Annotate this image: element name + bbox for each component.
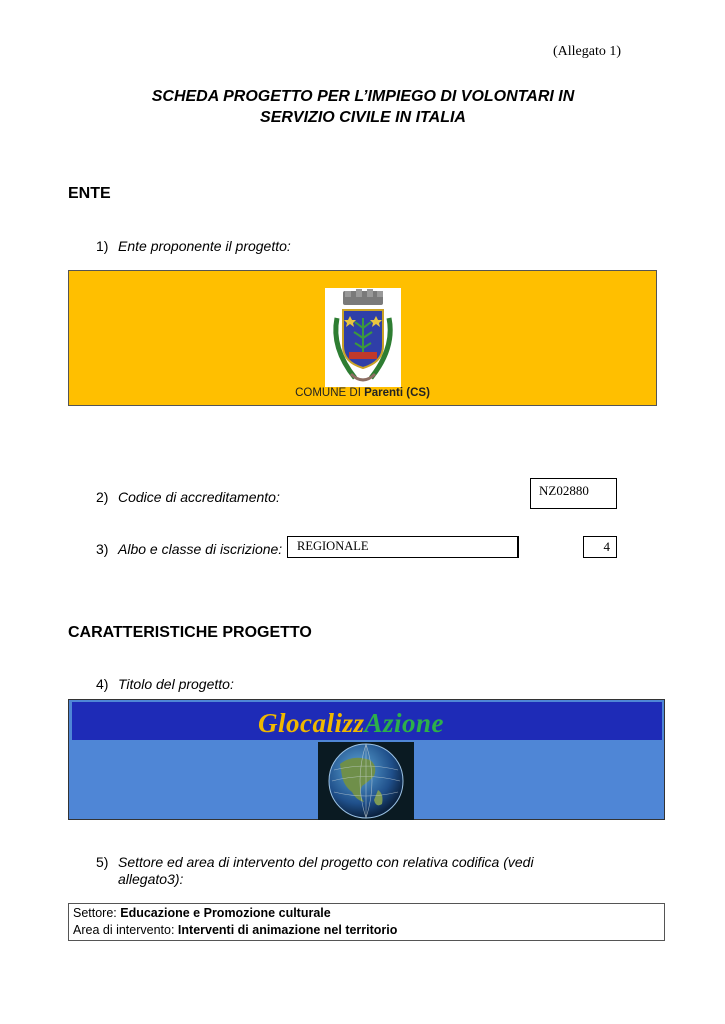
settore-value: Educazione e Promozione culturale bbox=[120, 906, 331, 920]
comune-caption bbox=[69, 387, 656, 399]
project-title-logo bbox=[258, 708, 444, 739]
page-title-line1: SCHEDA PROGETTO PER L’IMPIEGO DI VOLONTARI IN bbox=[151, 88, 575, 105]
question-4 bbox=[96, 676, 234, 692]
globe-icon bbox=[318, 742, 414, 820]
project-title-part2: Azione bbox=[364, 708, 445, 738]
codice-accreditamento-field: NZ02880 bbox=[530, 478, 617, 509]
question-3 bbox=[96, 541, 282, 557]
section-heading-ente: ENTE bbox=[68, 185, 111, 202]
classe-field: 4 bbox=[583, 536, 617, 558]
question-4-text: Titolo del progetto: bbox=[118, 676, 234, 692]
titolo-banner bbox=[72, 702, 662, 740]
area-label: Area di intervento: bbox=[73, 923, 178, 937]
area-value: Interventi di animazione nel territorio bbox=[177, 923, 398, 937]
question-5 bbox=[96, 854, 534, 888]
settore-label: Settore: bbox=[73, 906, 121, 920]
question-5-number: 5) bbox=[96, 854, 109, 870]
project-title-part1: Glocalizz bbox=[258, 708, 365, 738]
page-title bbox=[68, 86, 658, 128]
question-1-text: Ente proponente il progetto: bbox=[118, 238, 291, 254]
ente-proponente-box bbox=[68, 270, 657, 406]
question-2-text: Codice di accreditamento: bbox=[118, 489, 280, 505]
question-1-number: 1) bbox=[96, 238, 109, 254]
question-5-text-line2: allegato3): bbox=[118, 871, 184, 887]
question-4-number: 4) bbox=[96, 676, 109, 692]
question-5-text-line1: Settore ed area di intervento del progetto con relativa codifica (vedi bbox=[118, 854, 534, 870]
question-1 bbox=[96, 238, 291, 254]
page-title-line2: SERVIZIO CIVILE IN ITALIA bbox=[260, 109, 466, 126]
question-3-text: Albo e classe di iscrizione: bbox=[118, 541, 283, 557]
settore-line bbox=[73, 905, 660, 922]
comune-name: Parenti (CS) bbox=[364, 387, 430, 399]
allegato-label: (Allegato 1) bbox=[552, 44, 621, 59]
question-2-number: 2) bbox=[96, 489, 109, 505]
globe-image bbox=[318, 742, 414, 820]
question-2 bbox=[96, 489, 280, 505]
area-line bbox=[73, 922, 660, 939]
question-3-number: 3) bbox=[96, 541, 109, 557]
settore-area-box bbox=[68, 903, 665, 941]
albo-field: REGIONALE bbox=[287, 536, 519, 558]
comune-prefix: COMUNE DI bbox=[295, 387, 365, 399]
titolo-progetto-box bbox=[68, 699, 665, 820]
coat-of-arms-icon bbox=[325, 288, 401, 387]
section-heading-caratteristiche: CARATTERISTICHE PROGETTO bbox=[68, 624, 312, 641]
comune-crest-image bbox=[325, 288, 401, 387]
